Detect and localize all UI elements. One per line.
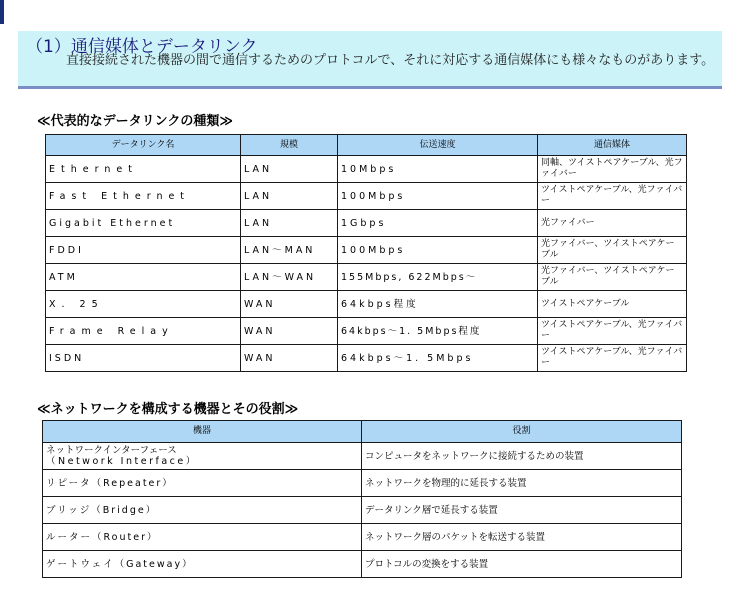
- datalink-speed: 1Gbps: [338, 210, 538, 237]
- device-role: コンピュータをネットワークに接続するための装置: [362, 443, 682, 470]
- column-header: 伝送速度: [338, 135, 538, 156]
- datalink-scale: WAN: [241, 291, 338, 318]
- datalink-speed: 100Mbps: [338, 237, 538, 264]
- datalink-media: ツイストペアケーブル、光ファイバー: [538, 318, 687, 345]
- table-header-row: [46, 135, 687, 156]
- table-row: [46, 210, 687, 237]
- device-role: データリンク層で延長する装置: [362, 497, 682, 524]
- datalink-name: Fast Ethernet: [46, 183, 241, 210]
- device-table: [42, 420, 682, 578]
- column-header: 機器: [43, 421, 362, 443]
- table-row: [43, 470, 682, 497]
- datalink-name: ISDN: [46, 345, 241, 372]
- table-row: [46, 264, 687, 291]
- datalink-section-title: ≪代表的なデータリンクの種類≫: [37, 114, 233, 129]
- left-accent-bar: [0, 0, 4, 24]
- datalink-speed: 64kbps程度: [338, 291, 538, 318]
- datalink-speed: 100Mbps: [338, 183, 538, 210]
- device-role: ネットワークを物理的に延長する装置: [362, 470, 682, 497]
- datalink-speed: 64kbps〜1. 5Mbps: [338, 345, 538, 372]
- datalink-scale: LAN: [241, 183, 338, 210]
- datalink-media: 光ファイバー、ツイストペアケーブル: [538, 264, 687, 291]
- section-description: 直接接続された機器の間で通信するためのプロトコルで、それに対応する通信媒体にも様々なものがあります。: [66, 53, 715, 68]
- table-header-row: [43, 421, 682, 443]
- datalink-media: 光ファイバー、ツイストペアケーブル: [538, 237, 687, 264]
- datalink-scale: LAN〜WAN: [241, 264, 338, 291]
- datalink-media: 同軸、ツイストペアケーブル、光ファイバー: [538, 156, 687, 183]
- datalink-scale: LAN: [241, 156, 338, 183]
- column-header: 役割: [362, 421, 682, 443]
- table-row: [46, 291, 687, 318]
- table-row: [46, 237, 687, 264]
- datalink-scale: LAN〜MAN: [241, 237, 338, 264]
- datalink-name: Frame Relay: [46, 318, 241, 345]
- table-row: [46, 318, 687, 345]
- datalink-speed: 10Mbps: [338, 156, 538, 183]
- table-row: [46, 156, 687, 183]
- datalink-speed: 155Mbps, 622Mbps〜: [338, 264, 538, 291]
- datalink-scale: WAN: [241, 345, 338, 372]
- datalink-name: X. 25: [46, 291, 241, 318]
- device-name: ゲートウェイ（Gateway）: [43, 551, 362, 578]
- datalink-name: Ethernet: [46, 156, 241, 183]
- datalink-name: Gigabit Ethernet: [46, 210, 241, 237]
- device-name-sub: （Network Interface）: [46, 456, 198, 467]
- device-cell: [43, 443, 362, 470]
- datalink-media: ツイストペアケーブル、光ファイバー: [538, 183, 687, 210]
- device-name: ブリッジ（Bridge）: [43, 497, 362, 524]
- table-row: [46, 183, 687, 210]
- table-row: [43, 551, 682, 578]
- device-name: リピータ（Repeater）: [43, 470, 362, 497]
- device-role: ネットワーク層のパケットを転送する装置: [362, 524, 682, 551]
- page-title: （1）通信媒体とデータリンク: [26, 37, 258, 57]
- datalink-speed: 64kbps〜1. 5Mbps程度: [338, 318, 538, 345]
- table-row: [43, 443, 682, 470]
- table-row: [43, 497, 682, 524]
- column-header: 規模: [241, 135, 338, 156]
- column-header: データリンク名: [46, 135, 241, 156]
- column-header: 通信媒体: [538, 135, 687, 156]
- datalink-scale: LAN: [241, 210, 338, 237]
- device-name: ルーター（Router）: [43, 524, 362, 551]
- datalink-media: 光ファイバー: [538, 210, 687, 237]
- device-role: プロトコルの変換をする装置: [362, 551, 682, 578]
- table-row: [46, 345, 687, 372]
- device-section-title: ≪ネットワークを構成する機器とその役割≫: [37, 402, 299, 417]
- datalink-table: [45, 134, 687, 372]
- datalink-media: ツイストペアケーブル、光ファイバー: [538, 345, 687, 372]
- datalink-name: FDDI: [46, 237, 241, 264]
- datalink-scale: WAN: [241, 318, 338, 345]
- table-row: [43, 524, 682, 551]
- datalink-name: ATM: [46, 264, 241, 291]
- datalink-media: ツイストペアケーブル: [538, 291, 687, 318]
- device-name: ネットワークインターフェース: [46, 445, 177, 456]
- section-header: [18, 31, 722, 89]
